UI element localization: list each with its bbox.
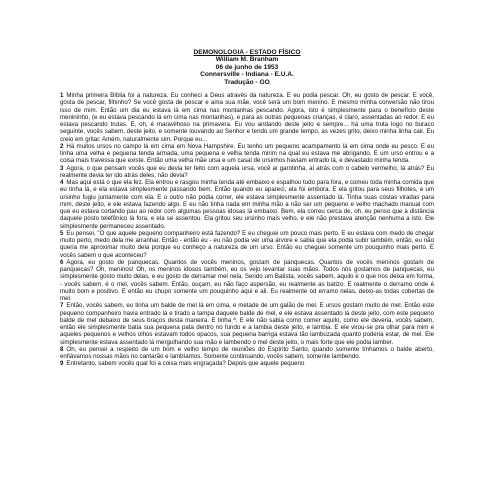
paragraph-number: 3 [60, 164, 64, 172]
document-header [60, 49, 434, 86]
paragraph-number: 5 [60, 229, 64, 237]
document-title: DEMONOLOGIA - ESTADO FÍSICO [193, 49, 301, 56]
paragraph [60, 302, 434, 346]
paragraph-text: Minha primeira Bíblia foi a natureza. Eu conheci a Deus através da natureza. E eu podia pescar. Oh, eu gosto de pescar. E você, gosta de pescar, filhinho? Se você gosta de pescar e ama sua mãe, você será um bom menino. E mesmo minha conversão não tirou isso de mim. Então um dia eu estava lá em cima nas montanhas pescando. Agora, isto é simplesmente para o benefício deste menininho, (e eu estava pescando lá em cima nas montanhas), e para as outras pequenas crianças, é claro, assentadas ao redor. E eu estava pescando trutas. E, oh, é maravilhoso na primavera. Eu vou andando deste jeito e sempre... há uma truta logo no buraco seguinte, vocês sabem, deste jeito, e somente louvando ao Senhor e tendo um grande tempo, as vezes grito, deixo minha linha cair. Eu creio em gritar. Amém, naturalmente sim. Porque eu... [60, 92, 434, 143]
paragraph-text: Entretanto, sabem vocês qual foi a coisa mais engraçada? Depois que aquele pequeno [66, 360, 305, 368]
paragraph-number: 6 [60, 258, 64, 266]
paragraph [60, 360, 434, 367]
paragraph-text: Eu pensei, "O que aquele pequeno companheiro está fazendo? E eu cheguei um pouco mais perto. E eu estava com medo de chegar muito perto, medo dela me arranhar. Então - então eu - eu não podia ver uma árvore e sabia que ela podia subir também, então, eu não queria me aproximar muito dela porque eu conheço a natureza de um urso. Então eu cheguei somente um pouquinho mais perto. E vocês sabem o que aconteceu? [60, 229, 434, 259]
paragraph [60, 179, 434, 230]
paragraph [60, 230, 434, 259]
document-place: Connersville - Indiana - E.U.A. [200, 71, 294, 79]
paragraph-text: Agora, eu gosto de panquecas. Quantos de vocês meninos, gostam de panquecas. Quantos de vocês meninos gostam de panquecas? Oh, meninos! Oh, os meninos idosos também, eu os vejo levantar suas mãos. Todos nós gostamos de panquecas, eu simplesmente gosto muito delas, e eu gosto de derramar mel nela. Sendo um Batista, vocês sabem, aquilo é o que nos deixa em forma, - vocês sabem, é o mel, vocês sabem. Então, ouçam, eu não faço aspersão, eu realmente as batizo. E realmente o derramo onde é muito bom e positivo. E então eu chupo somente um pouquinho aqui e ali. Eu realmente od erramo nelas, deixo-as todas cobertas de mel. [60, 258, 434, 303]
paragraph-number: 9 [60, 360, 64, 368]
paragraph-number: 1 [60, 92, 64, 100]
paragraph-number: 4 [60, 179, 64, 187]
paragraph-number: 7 [60, 302, 64, 310]
document-author: William M. Branham [215, 56, 279, 64]
document-date: 06 de junho de 1953 [215, 63, 279, 71]
paragraph-number: 2 [60, 142, 64, 150]
paragraph-text: Oh, eu pensei a respeito de um bom e velho tempo de reuniões do Espírito Santo, quando somente tínhamos o balde aberto, enfiávamos nossas mãos no cantarão e lambíamos. Somente continuando, vocês sabem, somente lambendo. [60, 345, 434, 361]
paragraph-text: Então, vocês sabem, eu tinha um balde de mel lá em cima, e metade de um galão de mel. E ursos gostam muito de mel. Então este pequeno companheiro havia entrado lá e tirado a tampa daquele balde de mel, e ele estava assentado lá deste jeito, com este pequeno balde de mel debaixo de seus braços desta maneira. E tinha ª. E ele não sabia como comer aquilo, como ele deveria, vocês sabem, então ele simplesmente batia sua pequena pata dentro no fundo e a lambia deste jeito, e lambia. E ele virou-se pra olhar para mim e aqueles pequenos e velhos olhos estavam todos opacos, sua pequena barriga estava tão lambuzada quanto poderia estar, de mel. Ele simplesmente estava assentado lá mergulhando sua mão e lambendo o mel deste jeito, o mais forte que ele podia lamber. [60, 302, 434, 346]
paragraph [60, 165, 434, 180]
paragraph [60, 143, 434, 165]
paragraph-text: Há muitos ursos no campo lá em cima em Nova Hampshire. Eu tenho um pequeno acampamento lá em cima onde eu pesco. E eu tinha uma velha e pequena tenda armada, uma pequena e velha tenda mirim na qual eu estava me abrigando. E um urso entrou e a coisa mais travessa que existe. Então uma velha mãe ursa e um casal de ursinhos haviam entrado lá, e devastado minha tenda. [60, 142, 434, 165]
paragraph-text: Mas aqui está o que ela fez. Ela entrou e rasgou minha tenda até embaixo e espalhou tudo para fora, e comeu toda minha comida que eu tinha lá, e ela estava simplesmente passando bem. Então quando eu apareci, ela foi embora. E ela gritou para seus filhotes, e um ursinho fugiu juntamente com ela. E o outro não podia correr, ele estava simplesmente assentado lá. Tinha suas costas viradas para mim, deste jeito, e ele estava fazendo algo. E eu não tinha nada em minha mão a não ser um pequeno e velho machado manual com que eu estava cortando pau ao redor com algumas pessoas idosas lá embaixo. Bem, ela correu cerca de, oh, eu penso que à distância daquele posto telefônico lá fora, e ela se assentou. Ela gritou seu ursinho mais velho, e ele não prestava atenção nenhuma a isto. Ele simplesmente permaneceu assentado. [60, 179, 434, 230]
document-body [60, 92, 434, 368]
paragraph [60, 346, 434, 361]
paragraph-text: Agora, o que pensam vocês que eu devia ter feito com aquela ursa, você aí garotinha, aí atrás com o cabelo vermelho, lá atrás? Eu realmente devia ter ido atrás deles, não devia? [60, 164, 434, 179]
paragraph-number: 8 [60, 345, 64, 353]
paragraph [60, 92, 434, 143]
document-translation: Tradução - GO [224, 78, 270, 86]
paragraph [60, 259, 434, 303]
